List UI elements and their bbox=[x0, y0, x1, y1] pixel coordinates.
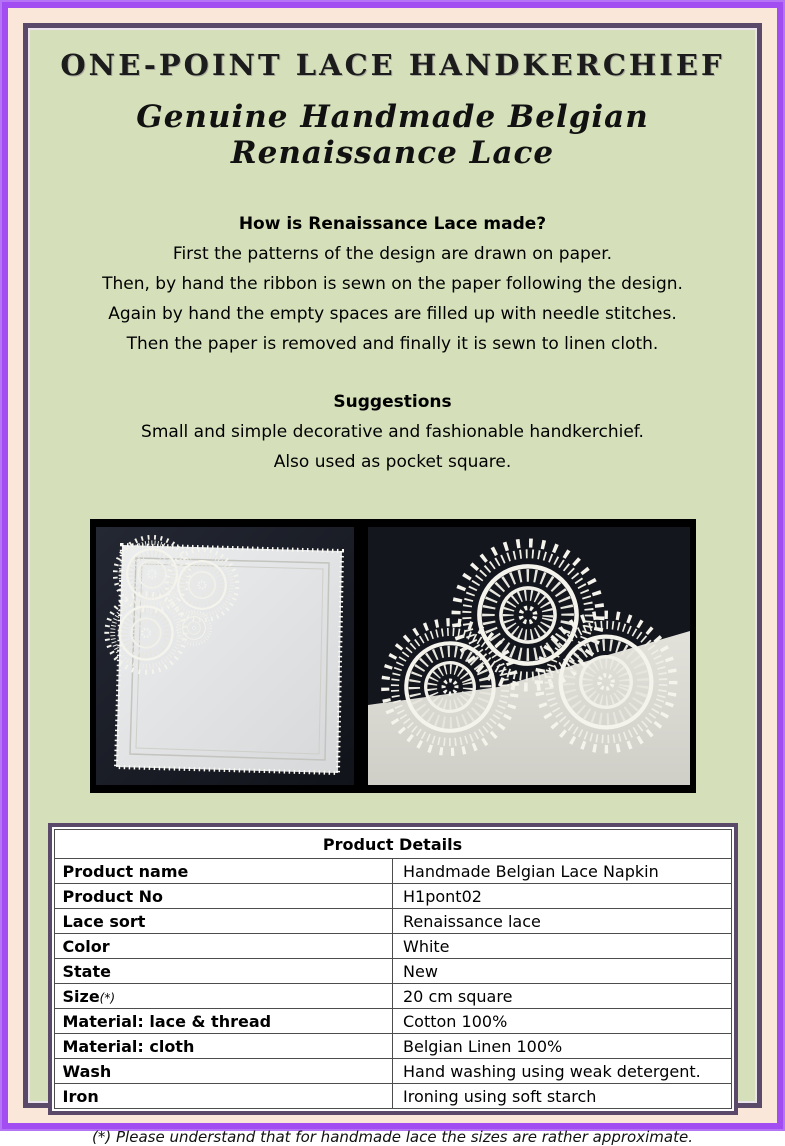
page-subtitle: Genuine Handmade Belgian Renaissance Lace bbox=[136, 99, 649, 171]
size-footnote: (*) Please understand that for handmade lace the sizes are rather approximate. bbox=[92, 1128, 693, 1146]
row-label: Product No bbox=[54, 884, 393, 909]
page-title: ONE-POINT LACE HANDKERCHIEF bbox=[60, 48, 725, 82]
suggestions-heading: Suggestions bbox=[333, 392, 452, 412]
row-label-text: Size bbox=[62, 986, 100, 1006]
table-row bbox=[54, 984, 731, 1009]
row-label: Material: lace & thread bbox=[54, 1009, 393, 1034]
handkerchief-photo bbox=[96, 527, 354, 785]
table-row bbox=[54, 934, 731, 959]
row-value: Renaissance lace bbox=[393, 909, 732, 934]
row-label: Color bbox=[54, 934, 393, 959]
table-header-row bbox=[54, 830, 731, 859]
suggestion-line: Also used as pocket square. bbox=[273, 452, 512, 472]
suggestions-section bbox=[30, 387, 755, 477]
how-made-line: Then the paper is removed and finally it is sewn to linen cloth. bbox=[126, 334, 659, 354]
row-value: H1pont02 bbox=[393, 884, 732, 909]
table-row bbox=[54, 859, 731, 884]
row-value: Cotton 100% bbox=[393, 1009, 732, 1034]
table-title: Product Details bbox=[54, 830, 731, 859]
table-row bbox=[54, 1034, 731, 1059]
row-value: 20 cm square bbox=[393, 984, 732, 1009]
how-made-line: Again by hand the empty spaces are filled up with needle stitches. bbox=[108, 304, 677, 324]
table-row bbox=[54, 1059, 731, 1084]
row-value: Belgian Linen 100% bbox=[393, 1034, 732, 1059]
row-label: Product name bbox=[54, 859, 393, 884]
table-row bbox=[54, 884, 731, 909]
table-row bbox=[54, 959, 731, 984]
row-label: State bbox=[54, 959, 393, 984]
how-made-line: First the patterns of the design are drawn on paper. bbox=[172, 244, 613, 264]
table-row bbox=[54, 909, 731, 934]
product-details-table bbox=[48, 823, 738, 1115]
row-label: Iron bbox=[54, 1084, 393, 1109]
content-frame bbox=[23, 23, 762, 1146]
how-made-section bbox=[30, 209, 755, 359]
row-value: Handmade Belgian Lace Napkin bbox=[393, 859, 732, 884]
row-label: Lace sort bbox=[54, 909, 393, 934]
row-label bbox=[54, 984, 393, 1009]
row-value: White bbox=[393, 934, 732, 959]
outer-mat bbox=[8, 8, 777, 1146]
content-area bbox=[28, 28, 757, 1146]
row-value: New bbox=[393, 959, 732, 984]
product-photos bbox=[90, 519, 696, 793]
lace-closeup-photo bbox=[368, 527, 690, 785]
how-made-heading: How is Renaissance Lace made? bbox=[238, 214, 547, 234]
table-row bbox=[54, 1009, 731, 1034]
table-row bbox=[54, 1084, 731, 1109]
row-label: Wash bbox=[54, 1059, 393, 1084]
row-value: Hand washing using weak detergent. bbox=[393, 1059, 732, 1084]
row-value: Ironing using soft starch bbox=[393, 1084, 732, 1109]
size-note-mark: (*) bbox=[99, 990, 116, 1005]
suggestion-line: Small and simple decorative and fashionable handkerchief. bbox=[141, 422, 644, 442]
row-label: Material: cloth bbox=[54, 1034, 393, 1059]
how-made-line: Then, by hand the ribbon is sewn on the paper following the design. bbox=[102, 274, 683, 294]
